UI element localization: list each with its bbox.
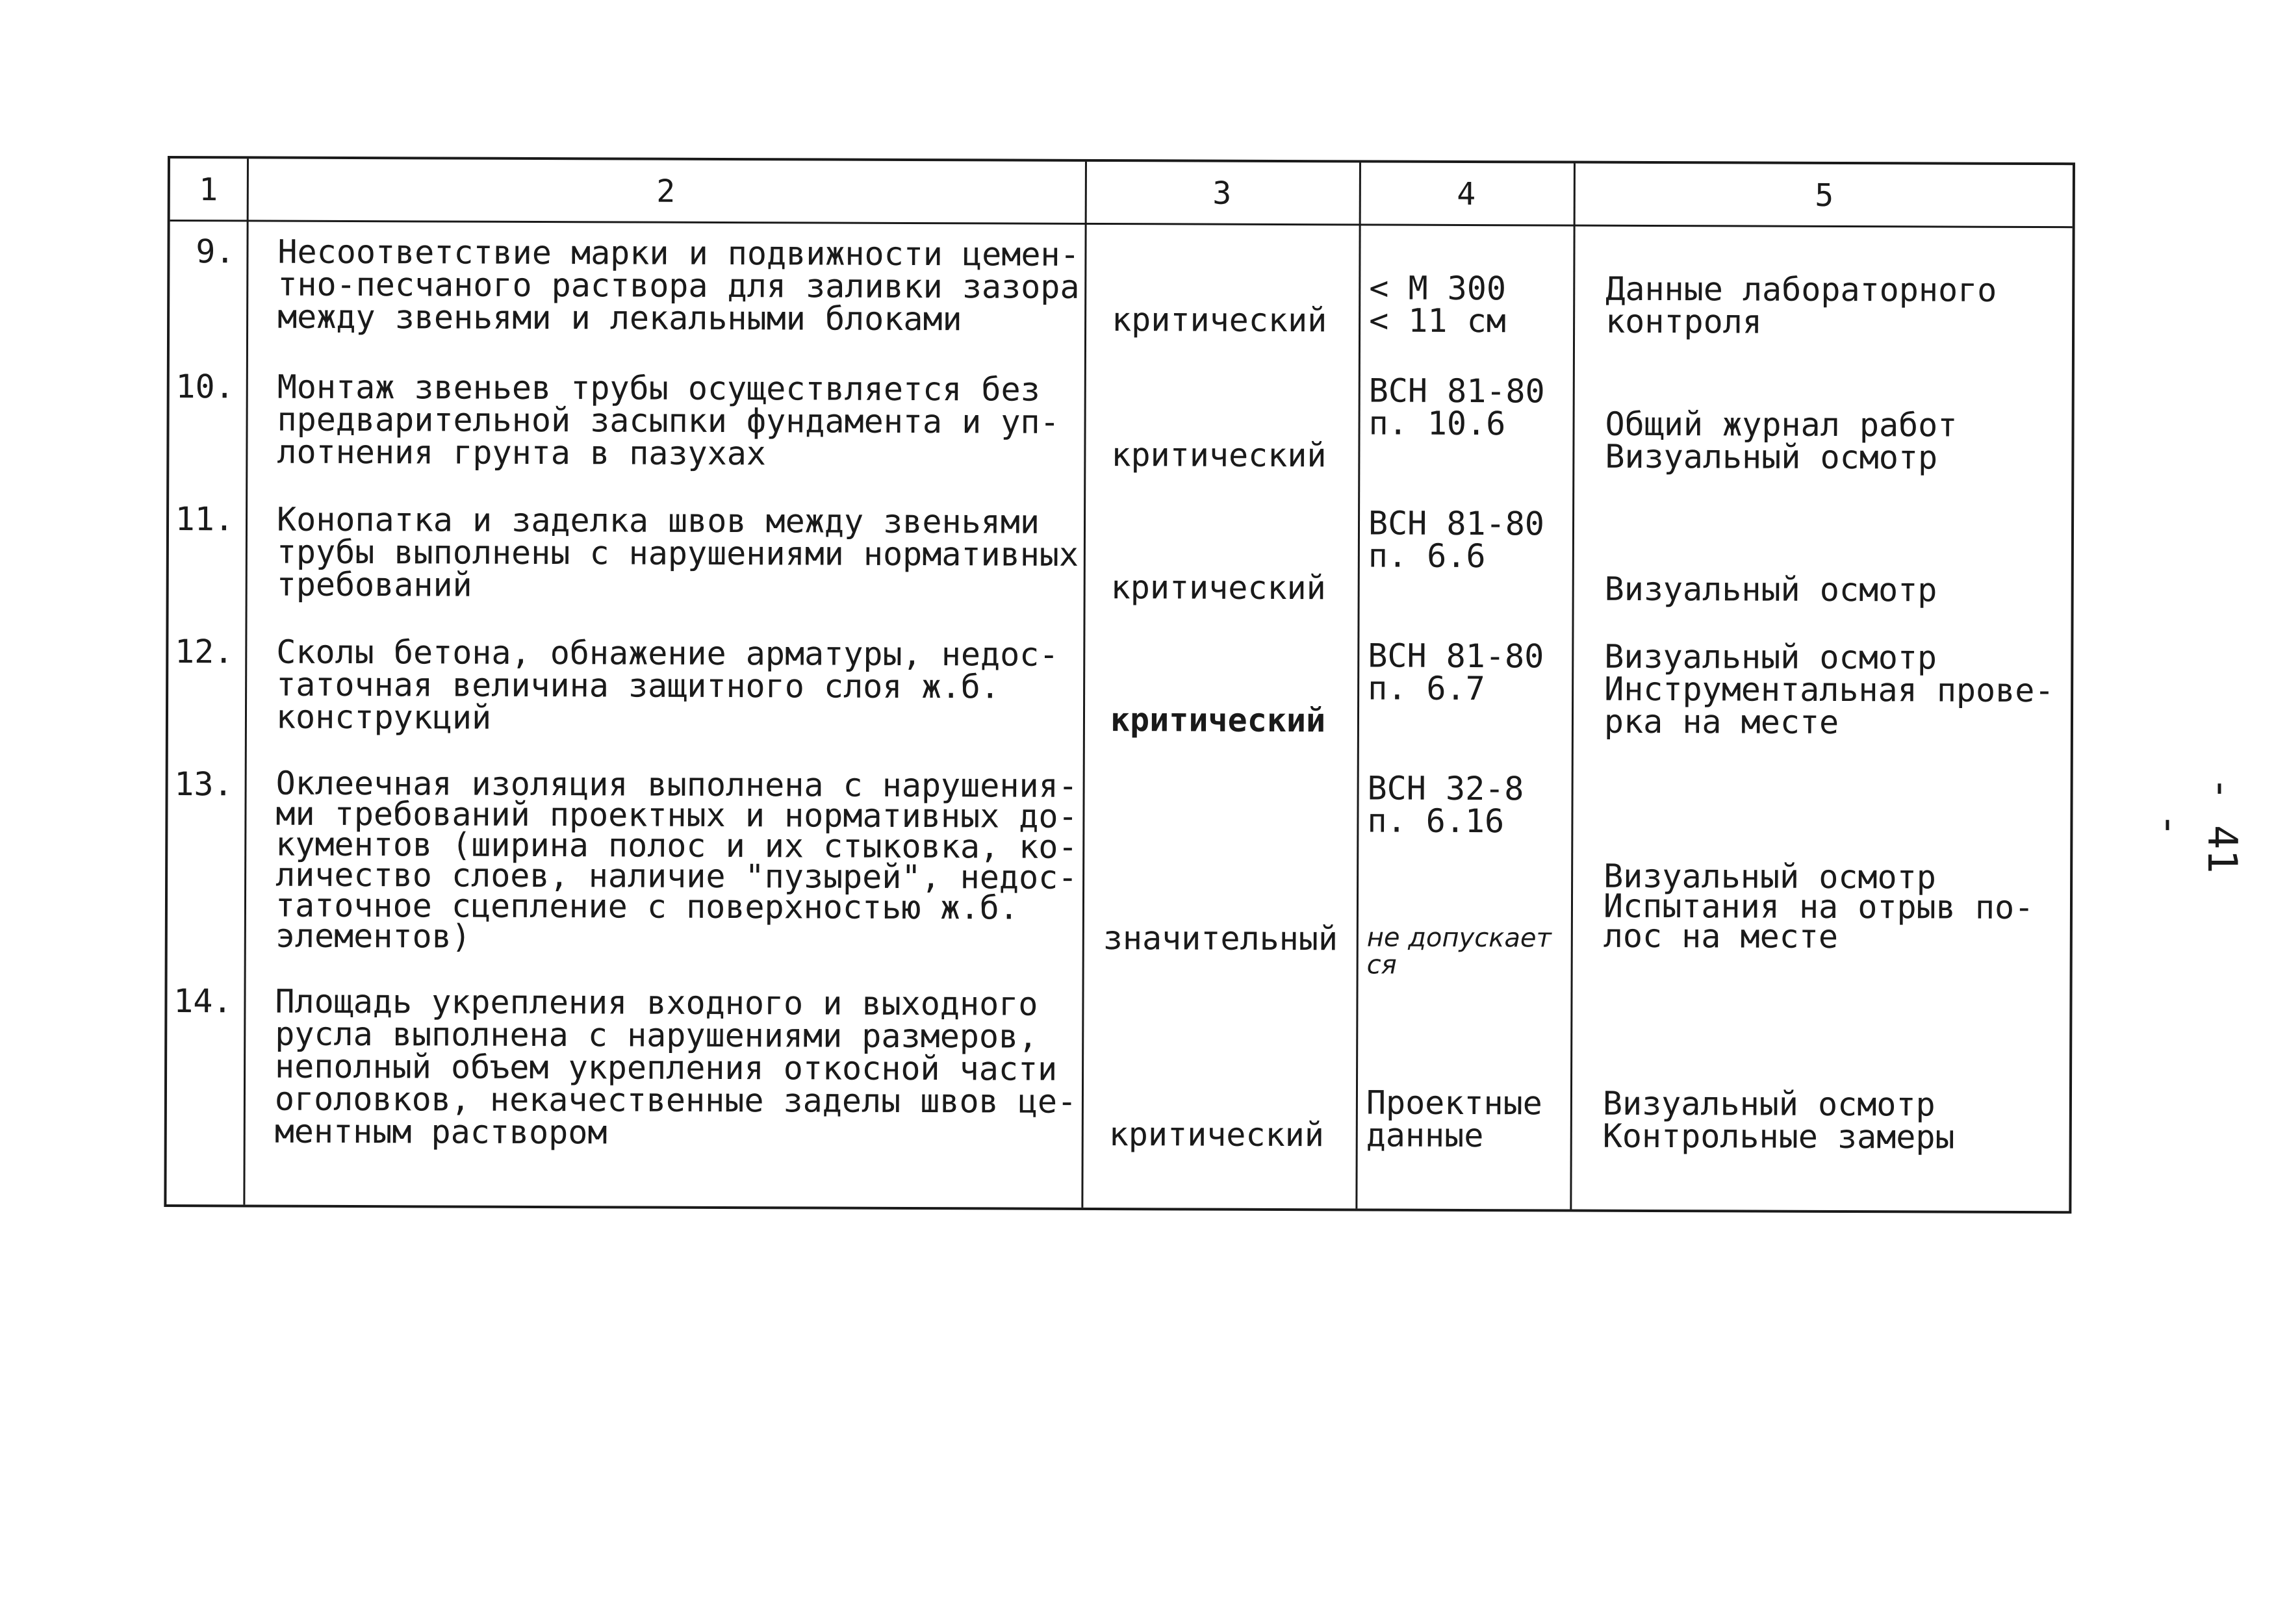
row-category: критический [1110, 701, 1326, 740]
column-divider [1355, 162, 1361, 1208]
row-description: Конопатка и заделка швов между звеньями трубы выполнены с нарушениями нормативных требований [276, 500, 1079, 604]
column-header-4: 4 [1457, 175, 1476, 213]
row-number: 12. [174, 633, 234, 671]
column-header-3: 3 [1212, 175, 1232, 212]
row-control: Общий журнал работ Визуальный осмотр [1605, 405, 1958, 477]
row-category: значительный [1103, 919, 1338, 958]
row-control: Визуальный осмотр Испытания на отрыв по- лос на месте [1603, 857, 2034, 956]
row-control: Визуальный осмотр Инструментальная прове- рка на месте [1603, 637, 2054, 741]
requirements-table [164, 156, 2075, 1213]
row-category: критический [1112, 301, 1327, 340]
row-number: 9. [196, 233, 235, 271]
row-category: критический [1108, 1115, 1324, 1154]
row-number: 10. [175, 368, 235, 406]
row-control: Данные лабораторного контроля [1605, 270, 1997, 341]
row-norm: < М 300 < 11 см [1369, 269, 1507, 340]
row-description: Площадь укрепления входного и выходного русла выполнена с нарушениями размеров, неполный объем укрепления откосной части оголовков, некачественные заделы швов це- ментным раствором [274, 982, 1077, 1152]
row-number: 14. [173, 982, 233, 1021]
column-divider [243, 159, 249, 1204]
column-divider [1570, 164, 1576, 1210]
row-description: Сколы бетона, обнажение арматуры, недос- таточная величина защитного слоя ж.б. конструкций [275, 633, 1059, 737]
row-description: Монтаж звеньев трубы осуществляется без предварительной засыпки фундамента и уп- лотнения грунта в пазухах [277, 368, 1060, 473]
row-control: Визуальный осмотр Контрольные замеры [1602, 1084, 1955, 1156]
row-description: Несоответствие марки и подвижности цемен- тно-песчаного раствора для заливки зазора между звеньями и лекальными блоками [277, 233, 1080, 338]
row-category: критический [1110, 568, 1326, 607]
row-norm: ВСН 81-80 п. 6.6 [1368, 504, 1545, 576]
row-description: Оклеечная изоляция выполнена с нарушения- ми требований проектных и нормативных до- кументов (ширина полос и их стыковка, ко- личество слоев, наличие "пузырей", недос- таточное сцепление с поверхностью ж.б. элементов) [275, 764, 1078, 956]
row-norm: ВСН 81-80 п. 10.6 [1368, 372, 1545, 443]
row-control: Визуальный осмотр [1604, 570, 1937, 609]
column-header-5: 5 [1815, 177, 1834, 214]
row-norm: ВСН 81-80 п. 6.7 [1368, 637, 1544, 708]
row-norm: Проектные данные [1366, 1084, 1542, 1155]
handwritten-note: не допускает ся [1366, 922, 1552, 980]
column-header-1: 1 [199, 171, 218, 209]
column-divider [1081, 162, 1087, 1208]
row-number: 11. [175, 500, 235, 539]
row-category: критический [1111, 436, 1327, 475]
page-number: - 41 - [2147, 776, 2246, 874]
column-header-2: 2 [656, 173, 676, 210]
row-norm: ВСН 32-8 п. 6.16 [1367, 769, 1524, 841]
row-number: 13. [174, 765, 233, 804]
